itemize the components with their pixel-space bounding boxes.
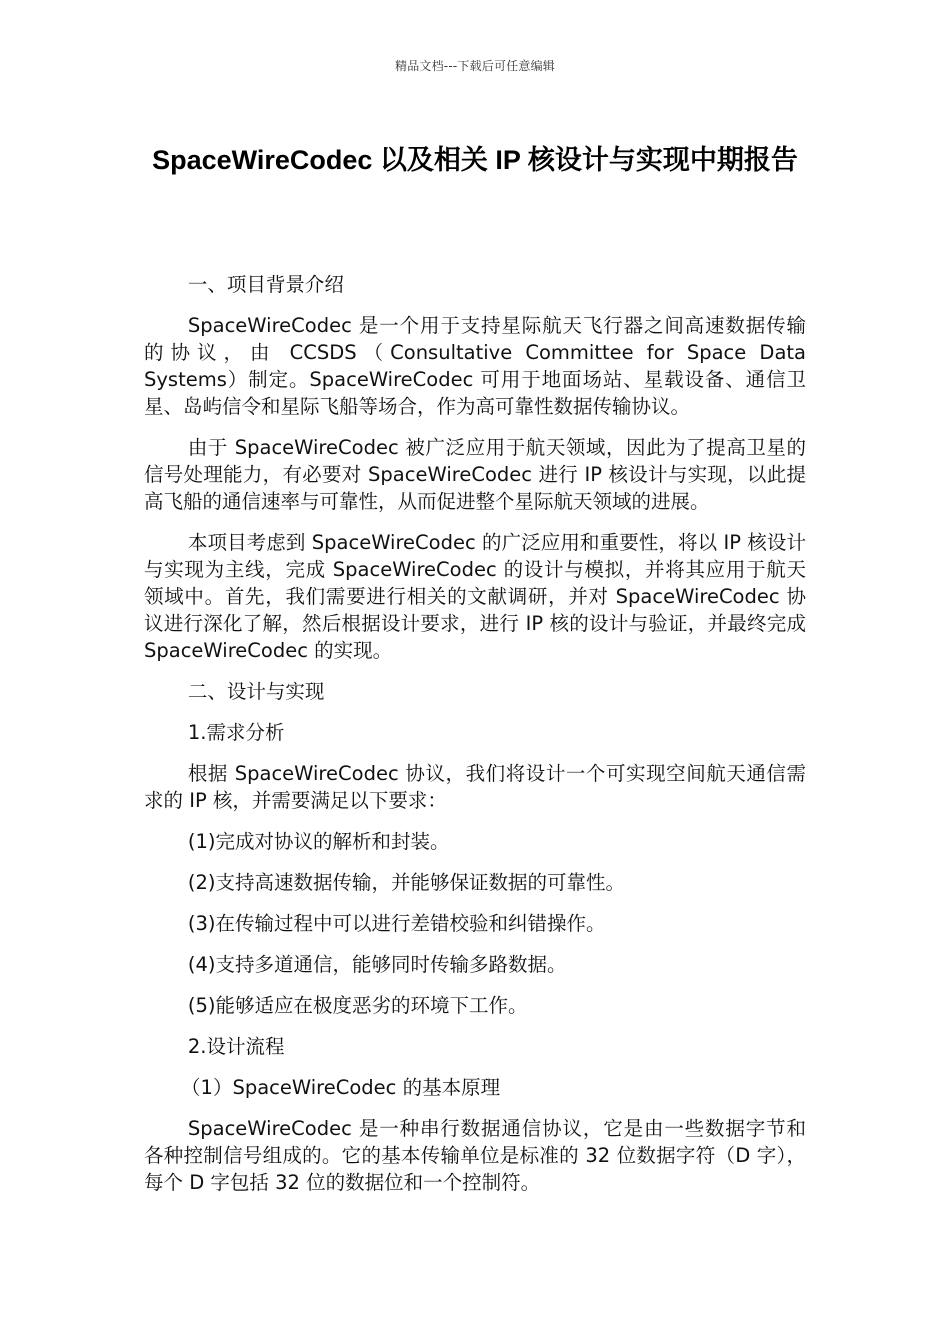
subsection-heading-design-flow: 2.设计流程 bbox=[187, 1035, 285, 1058]
paragraph-motivation: 由于 SpaceWireCodec 被广泛应用于航天领域，因此为了提高卫星的信号处理能力，有必要对 SpaceWireCodec 进行 IP 核设计与实现，以此提高飞船的通信速率与可靠性，从而促进整个星际航天领域的进展。 bbox=[144, 436, 806, 513]
paragraph-basic-principle: SpaceWireCodec 是一种串行数据通信协议，它是由一些数据字节和各种控制信号组成的。它的基本传输单位是标准的 32 位数据字符（D 字），每个 D 字包括 32 位的数据位和一个控制符。 bbox=[144, 1117, 806, 1194]
paragraph-requirements-intro: 根据 SpaceWireCodec 协议，我们将设计一个可实现空间航天通信需求的 IP 核，并需要满足以下要求： bbox=[144, 762, 806, 812]
paragraph-protocol-intro: SpaceWireCodec 是一个用于支持星际航天飞行器之间高速数据传输的协议，由 CCSDS（Consultative Committee for Space Data Systems）制定。SpaceWireCodec 可用于地面场站、星载设备、通信卫星、岛屿信令和星际飞船等场合，作为高可靠性数据传输协议。 bbox=[144, 314, 806, 418]
requirement-item: (4)支持多道通信，能够同时传输多路数据。 bbox=[187, 953, 567, 976]
requirement-item: (5)能够适应在极度恶劣的环境下工作。 bbox=[187, 994, 528, 1017]
document-title: SpaceWireCodec 以及相关 IP 核设计与实现中期报告 bbox=[152, 145, 798, 175]
requirement-item: (1)完成对协议的解析和封装。 bbox=[187, 830, 450, 853]
paragraph-project-scope: 本项目考虑到 SpaceWireCodec 的广泛应用和重要性，将以 IP 核设计与实现为主线，完成 SpaceWireCodec 的设计与模拟，并将其应用于航天领域中。首先，我们需要进行相关的文献调研，并对 SpaceWireCodec 协议进行深化了解，然后根据设计要求，进行 IP 核的设计与验证，并最终完成 SpaceWireCodec 的实现。 bbox=[144, 531, 806, 662]
document-body bbox=[144, 271, 806, 1210]
subsection-heading-requirements: 1.需求分析 bbox=[187, 721, 285, 744]
requirement-item: (3)在传输过程中可以进行差错校验和纠错操作。 bbox=[187, 912, 606, 935]
section-heading-background: 一、项目背景介绍 bbox=[187, 273, 344, 296]
requirement-item: (2)支持高速数据传输，并能够保证数据的可靠性。 bbox=[187, 871, 625, 894]
subsection-item-basic-principle: （1）SpaceWireCodec 的基本原理 bbox=[181, 1076, 501, 1099]
header-note: 精品文档---下载后可任意编辑 bbox=[395, 59, 555, 73]
section-heading-design: 二、设计与实现 bbox=[187, 680, 325, 703]
